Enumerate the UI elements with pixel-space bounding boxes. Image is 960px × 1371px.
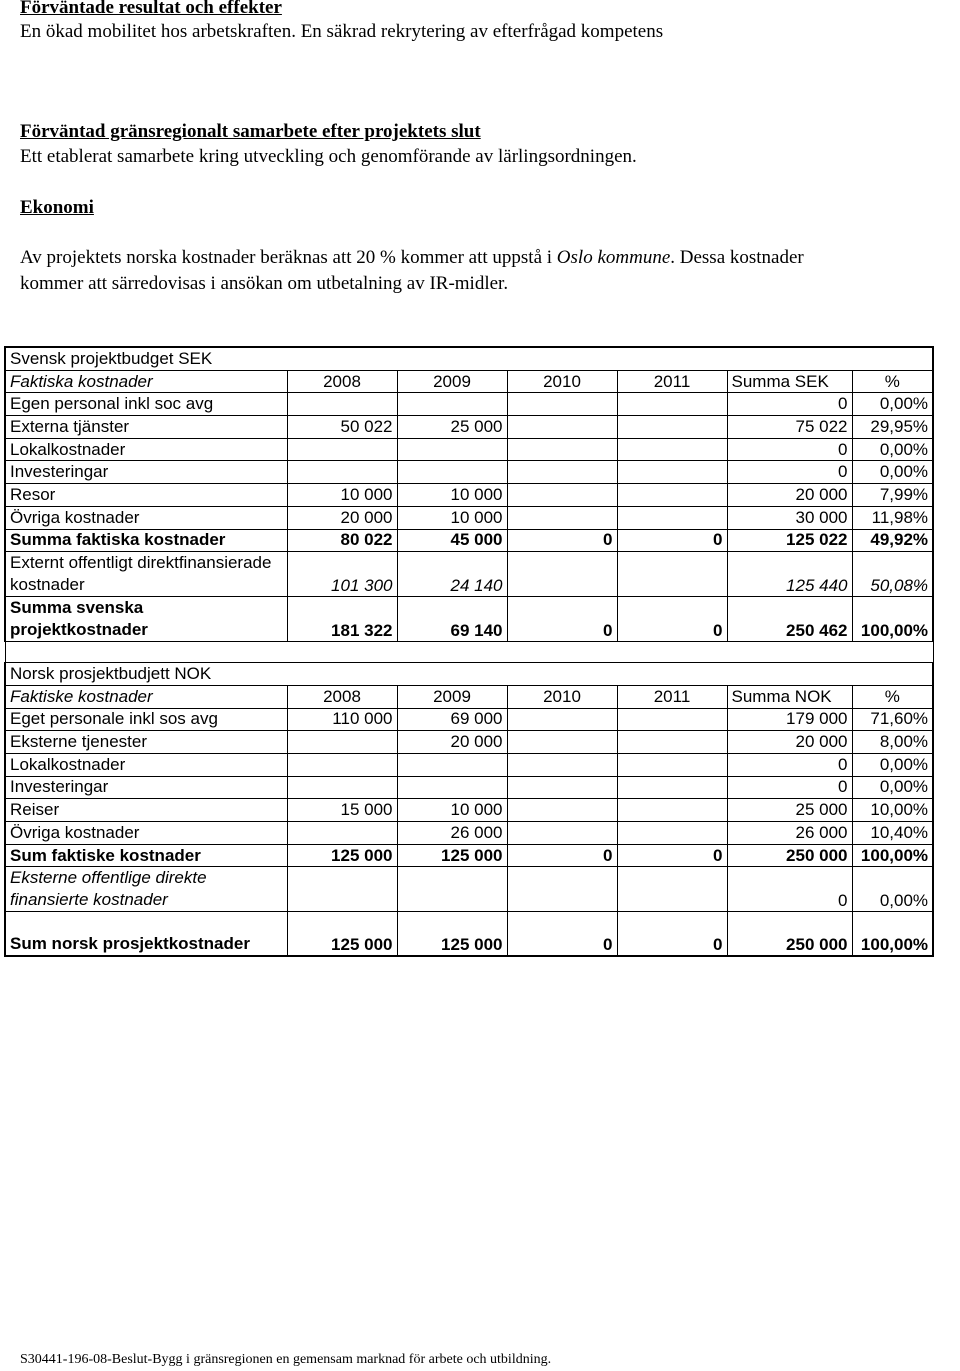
table-cell xyxy=(287,461,397,484)
table-cell: 11,98% xyxy=(852,506,933,529)
table-cell: Investeringar xyxy=(5,776,287,799)
header-cell: 2009 xyxy=(397,685,507,708)
table-cell: 0 xyxy=(507,912,617,957)
heading-expected-results: Förväntade resultat och effekter xyxy=(20,0,282,18)
table-cell xyxy=(287,822,397,845)
table-cell xyxy=(507,506,617,529)
table-cell xyxy=(617,753,727,776)
table-row xyxy=(5,822,933,845)
table-cell: 10,00% xyxy=(852,799,933,822)
table-cell xyxy=(617,506,727,529)
table-cell: 0 xyxy=(507,529,617,552)
economy-text-a: Av projektets norska kostnader beräknas att 20 % kommer att uppstå i xyxy=(20,247,557,268)
header-cell: 2008 xyxy=(287,685,397,708)
table-cell: Investeringar xyxy=(5,461,287,484)
table-cell xyxy=(507,552,617,597)
table-cell: 125 000 xyxy=(287,912,397,957)
table-cell: 75 022 xyxy=(727,416,852,439)
table-cell xyxy=(397,438,507,461)
heading-cross-border-cooperation: Förväntad gränsregionalt samarbete efter projektets slut xyxy=(20,121,481,142)
table-cell: 0 xyxy=(727,776,852,799)
table-row xyxy=(5,708,933,731)
table-cell: 0 xyxy=(727,438,852,461)
table-cell: 69 140 xyxy=(397,597,507,642)
table-cell: Externa tjänster xyxy=(5,416,287,439)
table-cell xyxy=(617,438,727,461)
table-cell: 20 000 xyxy=(397,731,507,754)
table-cell xyxy=(287,393,397,416)
table-cell: 0,00% xyxy=(852,438,933,461)
table-cell: Övriga kostnader xyxy=(5,822,287,845)
table-cell: 10,40% xyxy=(852,822,933,845)
table-cell: 0 xyxy=(617,597,727,642)
economy-text-b: . Dessa kostnader xyxy=(670,247,804,268)
table-cell: Reiser xyxy=(5,799,287,822)
table-cell: 7,99% xyxy=(852,484,933,507)
spacer-cell xyxy=(5,642,933,663)
economy-paragraph-line1 xyxy=(20,246,804,270)
table-cell xyxy=(397,753,507,776)
table-cell xyxy=(617,461,727,484)
norwegian-budget-external-row xyxy=(5,867,933,912)
table-cell xyxy=(5,552,287,597)
header-cell: % xyxy=(852,685,933,708)
swedish-budget-title: Svensk projektbudget SEK xyxy=(5,347,933,370)
norwegian-budget-body xyxy=(5,708,933,844)
table-cell xyxy=(507,708,617,731)
table-cell: Övriga kostnader xyxy=(5,506,287,529)
table-cell xyxy=(507,484,617,507)
table-row xyxy=(5,416,933,439)
table-cell: 69 000 xyxy=(397,708,507,731)
table-cell: Lokalkostnader xyxy=(5,438,287,461)
header-cell: Summa NOK xyxy=(727,685,852,708)
external-label: Externt offentligt direktfinansierade kostnader xyxy=(10,553,272,595)
table-cell: 0 xyxy=(507,844,617,867)
table-cell: 0,00% xyxy=(852,753,933,776)
heading-economy: Ekonomi xyxy=(20,197,94,218)
table-cell: 71,60% xyxy=(852,708,933,731)
table-row xyxy=(5,753,933,776)
table-cell: 110 000 xyxy=(287,708,397,731)
table-cell: Sum norsk prosjektkostnader xyxy=(5,912,287,957)
table-cell xyxy=(507,799,617,822)
table-cell xyxy=(397,461,507,484)
table-cell: Summa faktiska kostnader xyxy=(5,529,287,552)
header-cell: Faktiska kostnader xyxy=(5,370,287,393)
table-cell: 10 000 xyxy=(397,799,507,822)
table-cell: 125 000 xyxy=(397,912,507,957)
table-cell: 0 xyxy=(617,844,727,867)
swedish-budget-table xyxy=(4,346,934,957)
table-row xyxy=(5,776,933,799)
table-cell: 250 000 xyxy=(727,912,852,957)
table-cell: Egen personal inkl soc avg xyxy=(5,393,287,416)
table-cell: 80 022 xyxy=(287,529,397,552)
table-cell: 8,00% xyxy=(852,731,933,754)
table-row xyxy=(5,461,933,484)
table-row xyxy=(5,438,933,461)
swedish-budget-external-row xyxy=(5,552,933,597)
norwegian-budget-total-row xyxy=(5,912,933,957)
document-footer: S30441-196-08-Beslut-Bygg i gränsregionen en gemensam marknad för arbete och utbildning. xyxy=(20,1352,552,1367)
table-cell: 125 000 xyxy=(287,844,397,867)
table-cell: 179 000 xyxy=(727,708,852,731)
header-cell: Summa SEK xyxy=(727,370,852,393)
table-cell: 10 000 xyxy=(397,484,507,507)
table-cell xyxy=(507,822,617,845)
table-cell xyxy=(397,776,507,799)
table-cell: 0,00% xyxy=(852,776,933,799)
table-cell xyxy=(507,461,617,484)
table-cell: 45 000 xyxy=(397,529,507,552)
table-cell xyxy=(507,731,617,754)
swedish-budget-body xyxy=(5,393,933,529)
table-cell: 50 022 xyxy=(287,416,397,439)
table-cell: 50,08% xyxy=(852,552,933,597)
table-cell: 0 xyxy=(727,393,852,416)
table-cell xyxy=(507,776,617,799)
table-cell xyxy=(507,438,617,461)
table-cell: 29,95% xyxy=(852,416,933,439)
table-cell xyxy=(617,776,727,799)
table-cell xyxy=(617,799,727,822)
norwegian-budget-sum-row xyxy=(5,844,933,867)
table-cell: 125 440 xyxy=(727,552,852,597)
text-expected-results: En ökad mobilitet hos arbetskraften. En säkrad rekrytering av efterfrågad kompetens xyxy=(20,21,664,42)
header-cell: 2010 xyxy=(507,370,617,393)
table-cell: Eksterne tjenester xyxy=(5,731,287,754)
header-cell: 2011 xyxy=(617,685,727,708)
table-cell: 0 xyxy=(727,461,852,484)
table-cell xyxy=(507,393,617,416)
table-row xyxy=(5,799,933,822)
table-cell xyxy=(287,867,397,912)
table-cell: 0 xyxy=(617,912,727,957)
table-cell: Lokalkostnader xyxy=(5,753,287,776)
table-cell xyxy=(507,867,617,912)
table-cell xyxy=(617,822,727,845)
table-cell xyxy=(617,484,727,507)
table-cell xyxy=(397,393,507,416)
table-cell: 0,00% xyxy=(852,461,933,484)
norwegian-budget-header-row xyxy=(5,685,933,708)
table-row xyxy=(5,393,933,416)
table-row xyxy=(5,506,933,529)
table-cell: 100,00% xyxy=(852,597,933,642)
text-cross-border-cooperation: Ett etablerat samarbete kring utveckling och genomförande av lärlingsordningen. xyxy=(20,146,637,167)
table-cell: 10 000 xyxy=(287,484,397,507)
table-cell: 25 000 xyxy=(727,799,852,822)
header-cell: 2010 xyxy=(507,685,617,708)
table-cell: 100,00% xyxy=(852,912,933,957)
table-cell: 125 022 xyxy=(727,529,852,552)
table-cell: Eksterne offentlige direkte finansierte kostnader xyxy=(5,867,287,912)
table-cell: 26 000 xyxy=(727,822,852,845)
table-cell: 125 000 xyxy=(397,844,507,867)
table-cell: 24 140 xyxy=(397,552,507,597)
table-cell xyxy=(287,776,397,799)
table-cell: 250 000 xyxy=(727,844,852,867)
norwegian-budget-title: Norsk prosjektbudjett NOK xyxy=(5,663,933,686)
table-cell xyxy=(617,708,727,731)
swedish-budget-header-row xyxy=(5,370,933,393)
table-cell: 15 000 xyxy=(287,799,397,822)
table-cell xyxy=(617,867,727,912)
table-cell: 10 000 xyxy=(397,506,507,529)
swedish-budget-total-row xyxy=(5,597,933,642)
table-cell: 20 000 xyxy=(727,731,852,754)
table-cell xyxy=(287,731,397,754)
table-cell: 30 000 xyxy=(727,506,852,529)
table-row xyxy=(5,484,933,507)
table-cell: 0 xyxy=(507,597,617,642)
table-cell: 49,92% xyxy=(852,529,933,552)
swedish-budget-title-row xyxy=(5,347,933,370)
table-cell: Summa svenska projektkostnader xyxy=(5,597,287,642)
table-cell: 0 xyxy=(727,867,852,912)
table-cell: Eget personale inkl sos avg xyxy=(5,708,287,731)
table-cell: 0 xyxy=(617,529,727,552)
table-cell: 250 462 xyxy=(727,597,852,642)
header-cell: 2009 xyxy=(397,370,507,393)
header-cell: Faktiske kostnader xyxy=(5,685,287,708)
table-cell xyxy=(617,552,727,597)
table-cell: 101 300 xyxy=(287,552,397,597)
table-cell: 0 xyxy=(727,753,852,776)
table-cell: 26 000 xyxy=(397,822,507,845)
economy-paragraph-line2: kommer att särredovisas i ansökan om utbetalning av IR-midler. xyxy=(20,273,509,294)
norwegian-budget-title-row xyxy=(5,663,933,686)
table-cell xyxy=(287,753,397,776)
table-cell xyxy=(617,393,727,416)
table-cell: 25 000 xyxy=(397,416,507,439)
table-cell: 181 322 xyxy=(287,597,397,642)
swedish-budget-sum-row xyxy=(5,529,933,552)
header-cell: 2008 xyxy=(287,370,397,393)
table-cell: 20 000 xyxy=(727,484,852,507)
table-cell: Resor xyxy=(5,484,287,507)
table-cell xyxy=(617,416,727,439)
table-cell xyxy=(507,416,617,439)
table-cell: Sum faktiske kostnader xyxy=(5,844,287,867)
table-cell: 0,00% xyxy=(852,867,933,912)
table-cell: 100,00% xyxy=(852,844,933,867)
table-cell xyxy=(397,867,507,912)
header-cell: % xyxy=(852,370,933,393)
table-row xyxy=(5,731,933,754)
table-cell: 20 000 xyxy=(287,506,397,529)
table-spacer-row xyxy=(5,642,933,663)
economy-text-oslo: Oslo kommune xyxy=(556,247,671,268)
table-cell: 0,00% xyxy=(852,393,933,416)
header-cell: 2011 xyxy=(617,370,727,393)
table-cell xyxy=(507,753,617,776)
table-cell xyxy=(287,438,397,461)
table-cell xyxy=(617,731,727,754)
